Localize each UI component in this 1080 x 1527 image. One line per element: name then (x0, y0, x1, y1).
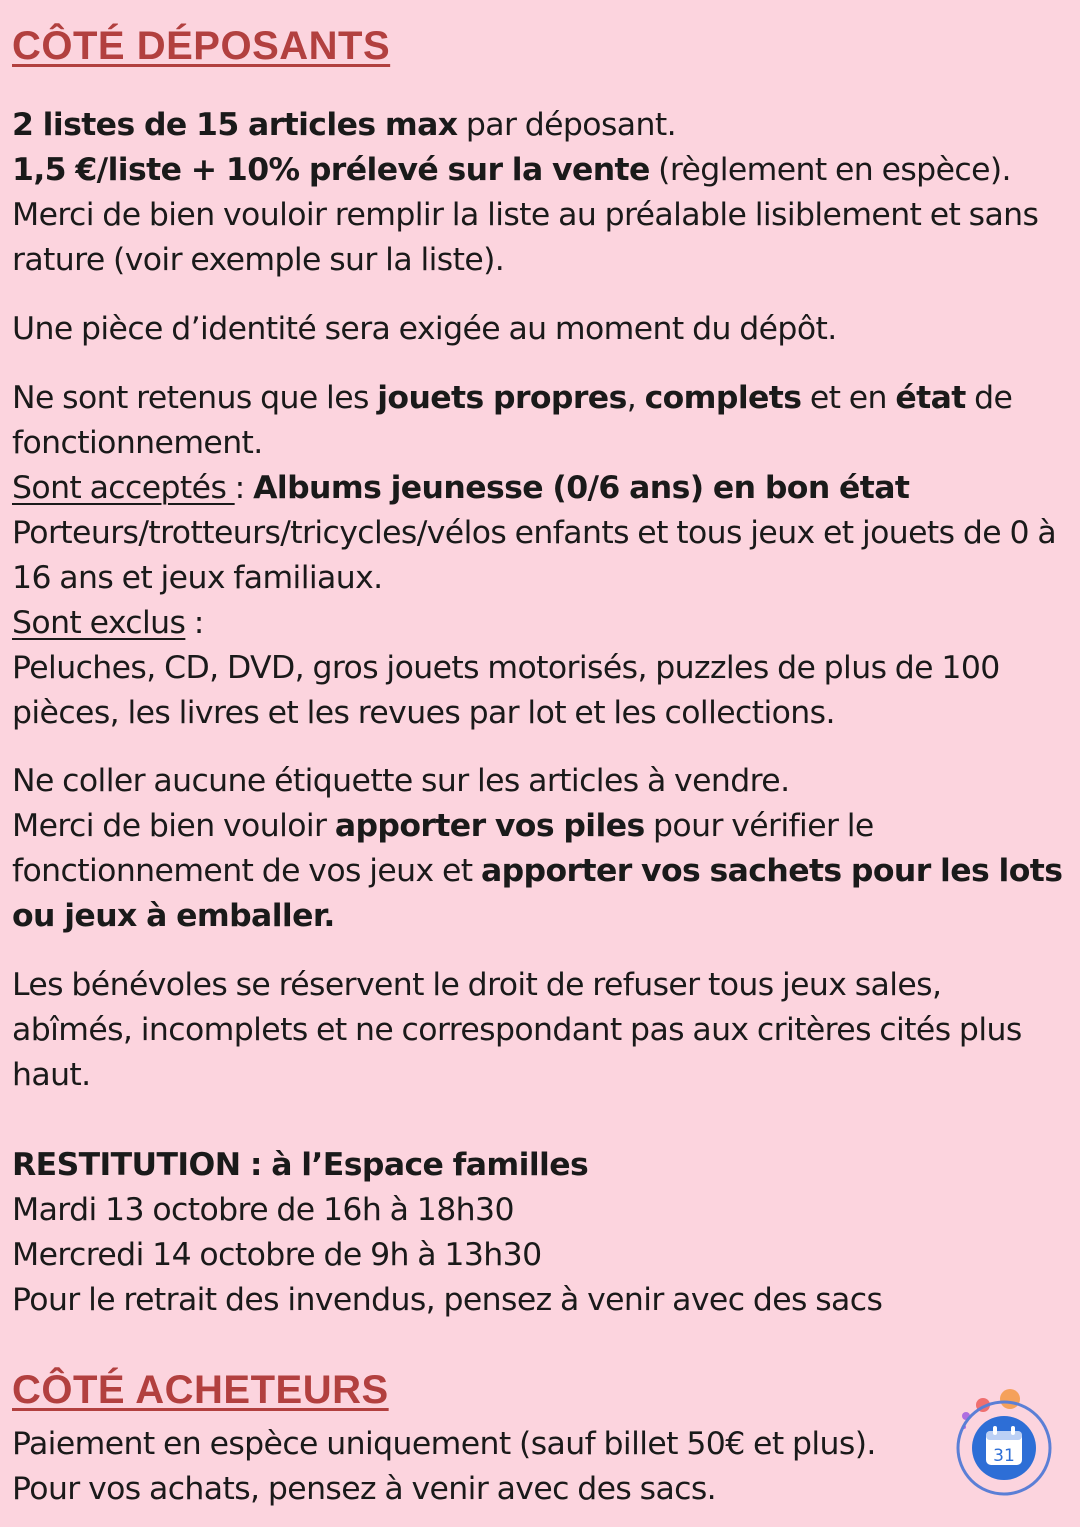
heading-acheteurs: CÔTÉ ACHETEURS (12, 1368, 389, 1412)
line-excluded-items: Peluches, CD, DVD, gros jouets motorisés, puzzles de plus de 100 (12, 650, 1000, 686)
and-in: et en (801, 380, 896, 416)
calendar-header (986, 1431, 1022, 1440)
line-volunteers-1: Les bénévoles se réservent le droit de refuser tous jeux sales, (12, 967, 942, 1003)
bags-bold-2: ou jeux à emballer. (12, 898, 335, 934)
fees-rest: (règlement en espèce). (649, 152, 1011, 188)
line-batteries (12, 804, 1070, 849)
line-fill-list-2: rature (voir exemple sur la liste). (12, 242, 505, 278)
calendar-ring-right (1011, 1426, 1015, 1435)
line-id-required: Une pièce d’identité sera exigée au moment du dépôt. (12, 311, 837, 347)
restitution-title-line (12, 1143, 1070, 1188)
paragraph-conditions (12, 376, 1070, 736)
calendar-ring-left (993, 1426, 997, 1435)
line-no-labels: Ne coller aucune étiquette sur les articles à vendre. (12, 763, 790, 799)
restitution-tuesday: Mardi 13 octobre de 16h à 18h30 (12, 1192, 514, 1228)
max-articles-bold: 2 listes de 15 articles max (12, 107, 458, 143)
line-max-articles (12, 103, 1070, 148)
accepted-label: Sont acceptés (12, 470, 235, 506)
line-volunteers-2: abîmés, incomplets et ne correspondant pas aux critères cités plus (12, 1012, 1022, 1048)
batteries-start: Merci de bien vouloir (12, 808, 335, 844)
fees-bold: 1,5 €/liste + 10% prélevé sur la vente (12, 152, 650, 188)
batteries-bold: apporter vos piles (334, 808, 645, 844)
line-excluded-items-2: pièces, les livres et les revues par lot et les collections. (12, 695, 835, 731)
accepted-colon: : (234, 470, 254, 506)
line-accepted (12, 466, 1070, 511)
condition-bold: état (895, 380, 966, 416)
line-fill-list: Merci de bien vouloir remplir la liste au préalable lisiblement et sans (12, 197, 1039, 233)
complete-bold: complets (644, 380, 802, 416)
restitution-title: RESTITUTION : à l’Espace familles (12, 1147, 589, 1183)
of-text: de (965, 380, 1013, 416)
calendar-icon (952, 1386, 1056, 1496)
line-buyer-bags: Pour vos achats, pensez à venir avec des sacs. (12, 1471, 717, 1507)
max-articles-rest: par déposant. (457, 107, 677, 143)
paragraph-instructions (12, 759, 1070, 939)
line-cash-only: Paiement en espèce uniquement (sauf billet 50€ et plus). (12, 1426, 876, 1462)
paragraph-lists-and-fees (12, 103, 1070, 283)
orange-dot (1000, 1389, 1020, 1409)
excluded-label: Sont exclus (12, 605, 186, 641)
line-fees (12, 148, 1070, 193)
paragraph-buyers (12, 1422, 1070, 1512)
restitution-bags: Pour le retrait des invendus, pensez à venir avec des sacs (12, 1282, 883, 1318)
paragraph-restitution (12, 1143, 1070, 1323)
accepted-albums-bold: Albums jeunesse (0/6 ans) en bon état (253, 470, 910, 506)
line-volunteers-3: haut. (12, 1057, 91, 1093)
bags-start: fonctionnement de vos jeux et (12, 853, 481, 889)
line-bags (12, 849, 1070, 894)
line-retained (12, 376, 1070, 421)
bags-bold: apporter vos sachets pour les lots (480, 853, 1063, 889)
batteries-end: pour vérifier le (644, 808, 874, 844)
line-working: fonctionnement. (12, 425, 263, 461)
heading-deposants: CÔTÉ DÉPOSANTS (12, 24, 391, 68)
comma: , (626, 380, 645, 416)
excluded-colon: : (185, 605, 204, 641)
line-accepted-items: Porteurs/trotteurs/tricycles/vélos enfants et tous jeux et jouets de 0 à (12, 515, 1057, 551)
line-excluded (12, 601, 1070, 646)
line-bags-2 (12, 894, 1070, 939)
line-accepted-items-2: 16 ans et jeux familiaux. (12, 560, 383, 596)
restitution-wednesday: Mercredi 14 octobre de 9h à 13h30 (12, 1237, 542, 1273)
retained-intro: Ne sont retenus que les (12, 380, 378, 416)
calendar-badge[interactable] (952, 1386, 1056, 1496)
clean-toys-bold: jouets propres (377, 380, 627, 416)
paragraph-id-required (12, 307, 1070, 352)
paragraph-volunteers (12, 963, 1070, 1098)
calendar-day: 31 (993, 1446, 1015, 1466)
